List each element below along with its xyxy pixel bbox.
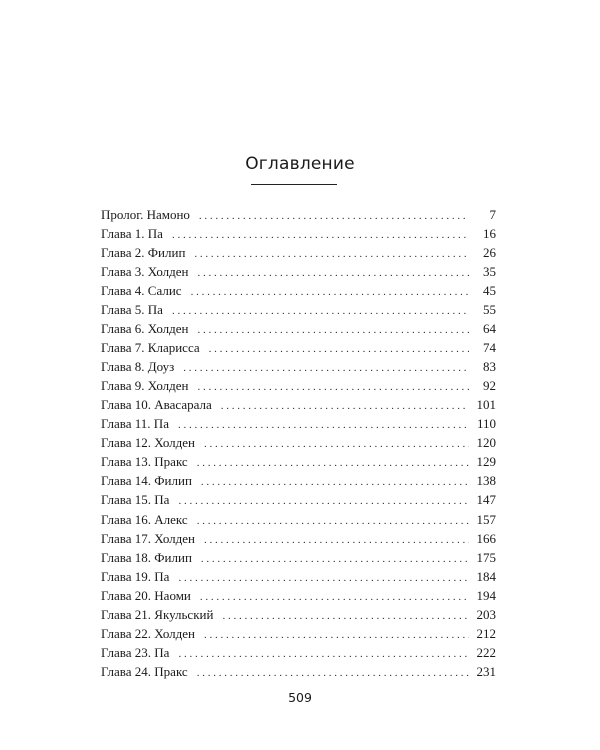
toc-entry-title: Глава 16. Алекс xyxy=(101,511,188,527)
toc-entry-title: Глава 23. Па xyxy=(101,644,170,660)
toc-entry-title: Глава 11. Па xyxy=(101,416,169,432)
toc-entry-title: Глава 15. Па xyxy=(101,492,170,508)
dot-leader xyxy=(204,626,469,645)
toc-entry-title: Глава 19. Па xyxy=(101,568,170,584)
toc-entry xyxy=(101,376,496,395)
toc-entry-title: Глава 18. Филип xyxy=(101,549,192,565)
toc-entry-page: 138 xyxy=(476,473,496,489)
dot-leader xyxy=(198,264,469,283)
dot-leader xyxy=(172,226,469,245)
toc-entry xyxy=(101,224,496,243)
toc-entry xyxy=(101,643,496,662)
dot-leader xyxy=(221,397,469,416)
toc-entry xyxy=(101,452,496,471)
toc-entry-page: 83 xyxy=(483,359,496,375)
toc-entry-page: 203 xyxy=(476,606,496,622)
toc-entry-title: Глава 21. Якульский xyxy=(101,606,214,622)
toc-entry-page: 184 xyxy=(476,568,496,584)
toc-entry-title: Глава 7. Кларисса xyxy=(101,340,200,356)
toc-entry xyxy=(101,433,496,452)
toc-entry xyxy=(101,567,496,586)
toc-entry xyxy=(101,414,496,433)
toc-entry xyxy=(101,395,496,414)
toc-entry-page: 55 xyxy=(483,302,496,318)
toc-entry-page: 35 xyxy=(483,264,496,280)
dot-leader xyxy=(172,302,469,321)
toc-entry-title: Глава 2. Филип xyxy=(101,245,186,261)
toc-entry-page: 45 xyxy=(483,283,496,299)
toc-entry-page: 231 xyxy=(476,663,496,679)
toc-entry xyxy=(101,490,496,509)
toc-entry xyxy=(101,624,496,643)
toc-entry-title: Пролог. Намоно xyxy=(101,207,190,222)
dot-leader xyxy=(194,245,469,264)
toc-entry xyxy=(101,262,496,281)
dot-leader xyxy=(183,359,469,378)
dot-leader xyxy=(178,569,469,588)
toc-entry xyxy=(101,586,496,605)
title-underline xyxy=(251,184,337,185)
toc-entry-page: 64 xyxy=(483,321,496,337)
toc-entry-page: 147 xyxy=(476,492,496,508)
toc-entry xyxy=(101,510,496,529)
toc-entry-title: Глава 9. Холден xyxy=(101,378,189,394)
dot-leader xyxy=(204,435,469,454)
toc-entry-page: 222 xyxy=(476,644,496,660)
toc-entry-page: 26 xyxy=(483,245,496,261)
dot-leader xyxy=(197,664,469,683)
toc-entry-page: 7 xyxy=(489,207,496,222)
dot-leader xyxy=(197,454,469,473)
toc-entry-title: Глава 4. Салис xyxy=(101,283,182,299)
toc-entry-page: 166 xyxy=(476,530,496,546)
toc-entry-title: Глава 5. Па xyxy=(101,302,163,318)
toc-entry xyxy=(101,300,496,319)
toc-entry-title: Глава 10. Авасарала xyxy=(101,397,212,413)
table-of-contents xyxy=(101,205,496,681)
toc-entry-page: 129 xyxy=(476,454,496,470)
dot-leader xyxy=(198,378,469,397)
dot-leader xyxy=(201,473,469,492)
toc-entry xyxy=(101,281,496,300)
toc-entry-title: Глава 12. Холден xyxy=(101,435,196,451)
toc-entry-title: Глава 20. Наоми xyxy=(101,587,191,603)
toc-entry-title: Глава 8. Доуз xyxy=(101,359,175,375)
toc-entry-title: Глава 22. Холден xyxy=(101,625,196,641)
dot-leader xyxy=(222,607,469,626)
toc-entry-title: Глава 24. Пракс xyxy=(101,663,188,679)
dot-leader xyxy=(199,207,469,226)
toc-entry-title: Глава 13. Пракс xyxy=(101,454,188,470)
toc-entry-page: 175 xyxy=(476,549,496,565)
toc-entry xyxy=(101,548,496,567)
toc-entry-page: 101 xyxy=(476,397,496,413)
toc-entry-title: Глава 1. Па xyxy=(101,226,163,242)
toc-entry-page: 74 xyxy=(483,340,496,356)
page-title: Оглавление xyxy=(245,154,355,174)
toc-entry xyxy=(101,319,496,338)
dot-leader xyxy=(200,588,469,607)
toc-entry xyxy=(101,471,496,490)
toc-entry xyxy=(101,243,496,262)
dot-leader xyxy=(201,550,469,569)
toc-entry-title: Глава 17. Холден xyxy=(101,530,196,546)
toc-entry xyxy=(101,605,496,624)
dot-leader xyxy=(204,531,469,550)
toc-entry-page: 16 xyxy=(483,226,496,242)
dot-leader xyxy=(178,416,469,435)
toc-entry-title: Глава 3. Холден xyxy=(101,264,189,280)
toc-entry-title: Глава 6. Холден xyxy=(101,321,189,337)
dot-leader xyxy=(178,492,469,511)
dot-leader xyxy=(198,321,469,340)
toc-entry-page: 157 xyxy=(476,511,496,527)
dot-leader xyxy=(191,283,469,302)
toc-entry xyxy=(101,662,496,681)
toc-entry xyxy=(101,338,496,357)
toc-entry-page: 92 xyxy=(483,378,496,394)
dot-leader xyxy=(178,645,469,664)
toc-entry xyxy=(101,529,496,548)
toc-entry xyxy=(101,205,496,224)
toc-entry-page: 194 xyxy=(476,587,496,603)
toc-entry xyxy=(101,357,496,376)
toc-entry-page: 110 xyxy=(476,416,496,432)
page-number: 509 xyxy=(288,690,312,705)
dot-leader xyxy=(209,340,469,359)
toc-entry-page: 120 xyxy=(476,435,496,451)
toc-entry-title: Глава 14. Филип xyxy=(101,473,192,489)
toc-entry-page: 212 xyxy=(476,625,496,641)
dot-leader xyxy=(197,512,469,531)
